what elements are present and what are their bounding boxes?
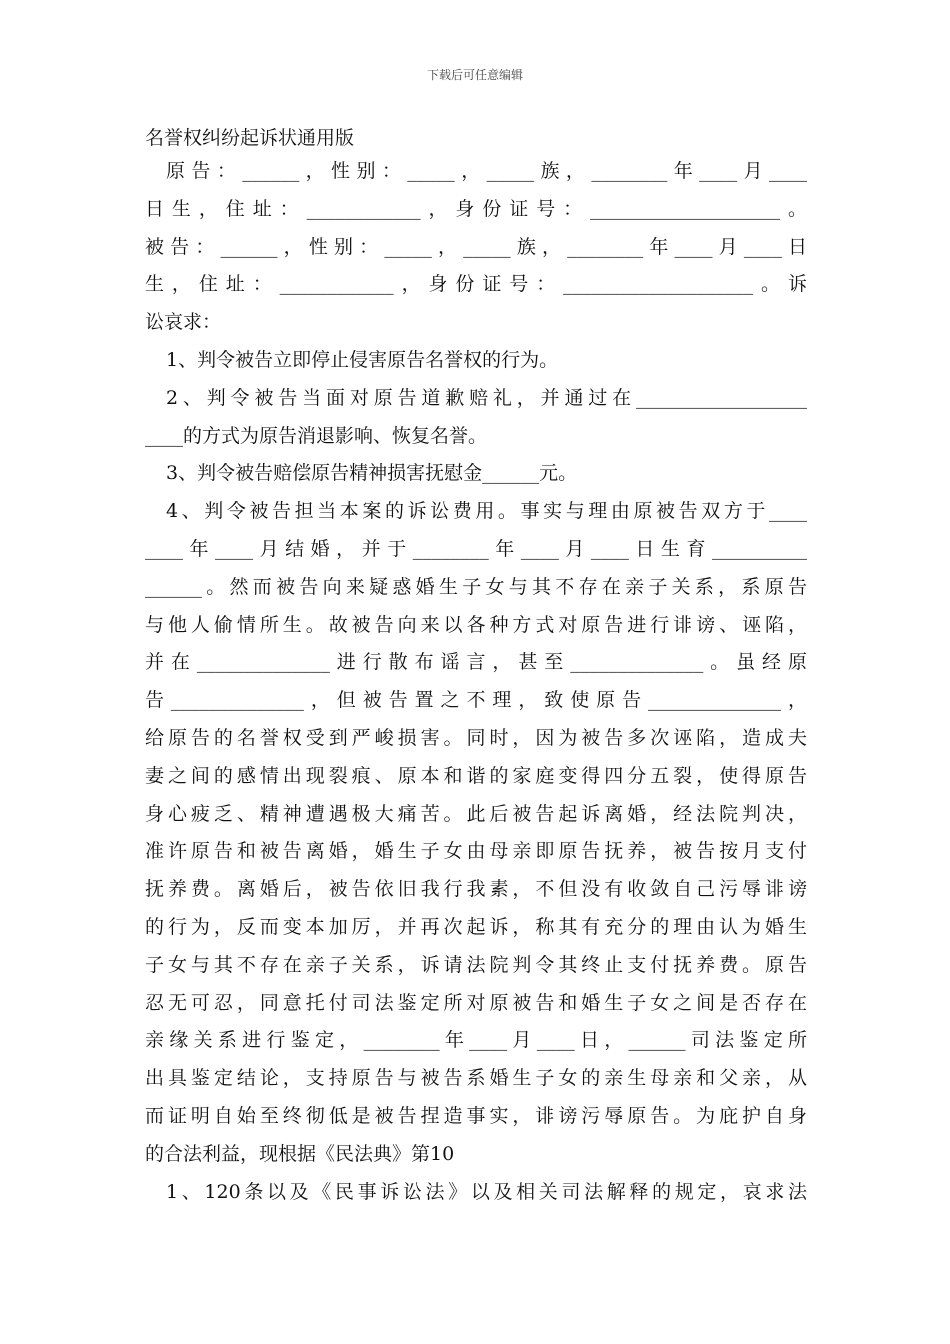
text-line: 出具鉴定结论，支持原告与被告系婚生子女的亲生母亲和父亲，从 [145,1067,807,1090]
text-line: 妻之间的感情出现裂痕、原本和谐的家庭变得四分五裂，使得原告 [145,764,807,787]
text-line: ______。然而被告向来疑惑婚生子女与其不存在亲子关系，系原告 [145,575,807,598]
text-line: 3、判令被告赔偿原告精神损害抚慰金______元。 [166,462,578,485]
text-line: 而证明自始至终彻低是被告捏造事实，诽谤污辱原告。为庇护自身 [145,1104,807,1127]
text-line: 1、120条以及《民事诉讼法》以及相关司法解释的规定，哀求法 [166,1180,807,1203]
text-line: 日生，住址：____________，身份证号：____________________。 [145,197,807,220]
text-line: 的行为，反而变本加厉，并再次起诉，称其有充分的理由认为婚生 [145,915,807,938]
text-line: 身心疲乏、精神遭遇极大痛苦。此后被告起诉离婚，经法院判决， [145,802,807,825]
text-line: 生，住址：____________，身份证号：____________________。诉 [145,273,807,296]
document-title: 名誉权纠纷起诉状通用版 [145,127,355,149]
text-line: 讼哀求： [145,311,222,334]
text-line: 原告：______，性别：_____，_____族，________年____月____ [166,160,807,182]
text-line: 忍无可忍，同意托付司法鉴定所对原被告和婚生子女之间是否存在 [145,991,807,1014]
text-line: 1、判令被告立即停止侵害原告名誉权的行为。 [166,348,559,371]
text-line: 被告：______，性别：_____，_____族，________年____月____日 [145,235,807,258]
text-line: 子女与其不存在亲子关系，诉请法院判令其终止支付抚养费。原告 [145,953,807,976]
document-body [145,153,807,1211]
text-line: 与他人偷情所生。故被告向来以各种方式对原告进行诽谤、诬陷， [145,613,807,636]
text-line: 亲缘关系进行鉴定，________年____月____日，______司法鉴定所 [145,1029,807,1052]
text-line: 4、判令被告担当本案的诉讼费用。事实与理由原被告双方于____ [166,500,807,523]
text-line: ____年____月结婚，并于________年____月____日生育__________ [145,537,807,560]
text-line: 告______________，但被告置之不理，致使原告______________， [145,689,807,712]
text-line: 2、判令被告当面对原告道歉赔礼，并通过在__________________ [166,386,807,409]
text-line: 的合法利益，现根据《民法典》第10 [145,1142,455,1165]
text-line: ____的方式为原告消退影响、恢复名誉。 [145,424,488,447]
text-line: 准许原告和被告离婚，婚生子女由母亲即原告抚养，被告按月支付 [145,840,807,863]
text-line: 抚养费。离婚后，被告依旧我行我素，不但没有收敛自己污辱诽谤 [145,878,807,901]
text-line: 并在______________进行散布谣言，甚至______________。虽经原 [145,651,807,674]
page-header: 下载后可任意编辑 [426,68,523,82]
text-line: 给原告的名誉权受到严峻损害。同时，因为被告多次诬陷，造成夫 [145,726,807,749]
